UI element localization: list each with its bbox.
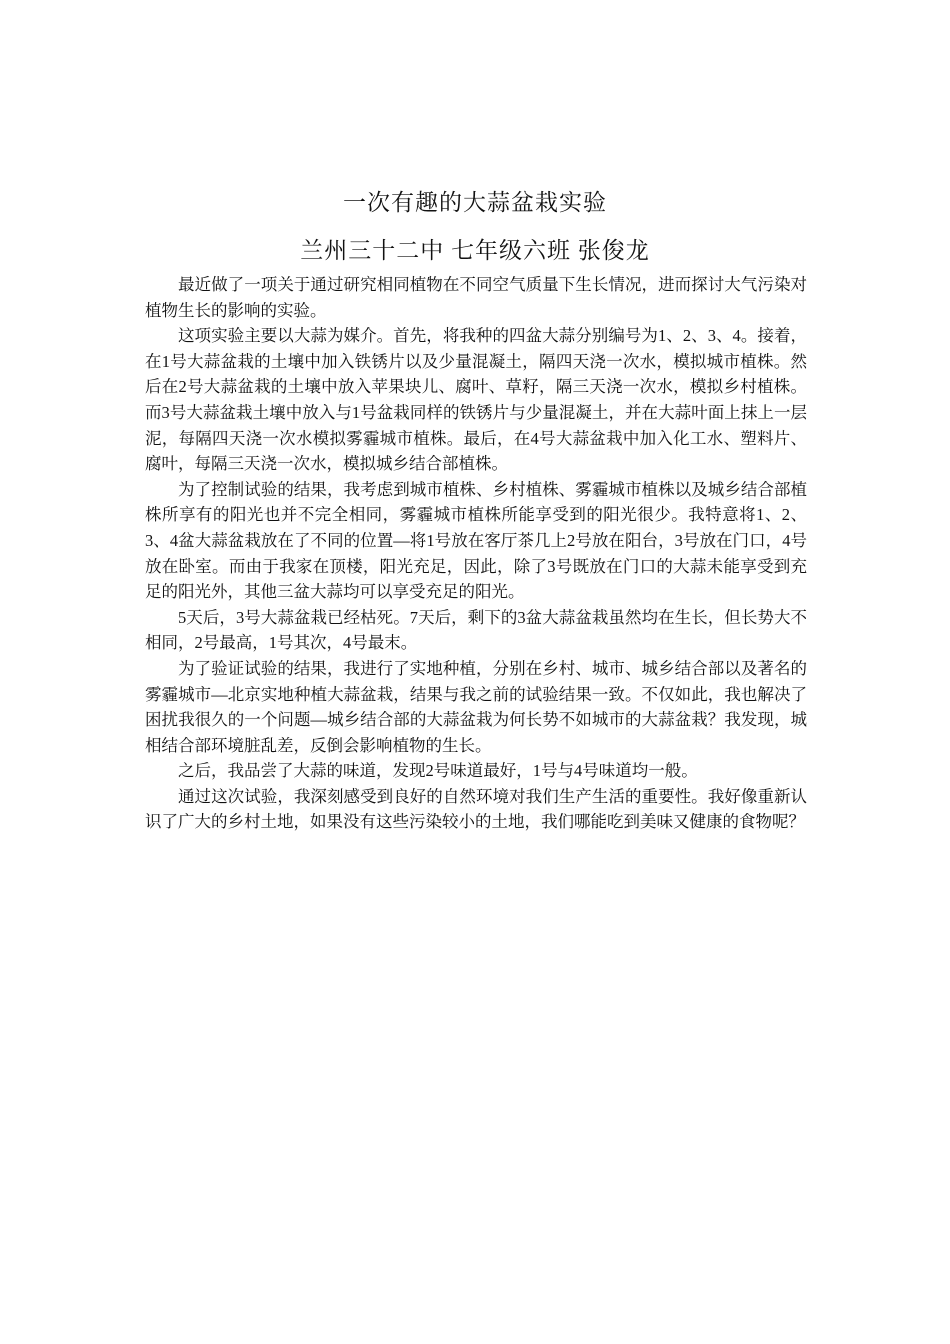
paragraph-6: 之后，我品尝了大蒜的味道，发现2号味道最好，1号与4号味道均一般。 — [178, 761, 698, 781]
paragraph-3: 为了控制试验的结果，我考虑到城市植株、乡村植株、雾霾城市植株以及城乡结合部植株所享有的阳光也并不完全相同，雾霾城市植株所能享受到的阳光很少。我特意将1、2、3、4盆大蒜盆栽放在了不同的位置—将1号放在客厅茶几上2号放在阳台，3号放在门口，4号放在卧室。而由于我家在顶楼，阳光充足，因此，除了3号既放在门口的大蒜未能享受到充足的阳光外，其他三盆大蒜均可以享受充足的阳光。 — [145, 479, 807, 602]
paragraph-7: 通过这次试验，我深刻感受到良好的自然环境对我们生产生活的重要性。我好像重新认识了广大的乡村土地，如果没有这些污染较小的土地，我们哪能吃到美味又健康的食物呢？ — [145, 786, 807, 832]
article-body — [145, 272, 807, 835]
paragraph-4: 5天后，3号大蒜盆栽已经枯死。7天后，剩下的3盆大蒜盆栽虽然均在生长，但长势大不相同，2号最高，1号其次，4号最末。 — [145, 607, 807, 653]
paragraph-2: 这项实验主要以大蒜为媒介。首先，将我种的四盆大蒜分别编号为1、2、3、4。接着，在1号大蒜盆栽的土壤中加入铁锈片以及少量混凝土，隔四天浇一次水，模拟城市植株。然后在2号大蒜盆栽的土壤中放入苹果块儿、腐叶、草籽，隔三天浇一次水，模拟乡村植株。而3号大蒜盆栽土壤中放入与1号盆栽同样的铁锈片与少量混凝土，并在大蒜叶面上抹上一层泥，每隔四天浇一次水模拟雾霾城市植株。最后，在4号大蒜盆栽中加入化工水、塑料片、腐叶，每隔三天浇一次水，模拟城乡结合部植株。 — [145, 326, 807, 474]
document-title: 一次有趣的大蒜盆栽实验 — [343, 190, 607, 215]
author-line: 兰州三十二中 七年级六班 张俊龙 — [300, 238, 650, 263]
paragraph-1: 最近做了一项关于通过研究相同植物在不同空气质量下生长情况，进而探讨大气污染对植物生长的影响的实验。 — [145, 275, 807, 320]
paragraph-5: 为了验证试验的结果，我进行了实地种植，分别在乡村、城市、城乡结合部以及著名的雾霾城市—北京实地种植大蒜盆栽，结果与我之前的试验结果一致。不仅如此，我也解决了困扰我很久的一个问题—城乡结合部的大蒜盆栽为何长势不如城市的大蒜盆栽？我发现，城相结合部环境脏乱差，反倒会影响植物的生长。 — [145, 658, 807, 755]
